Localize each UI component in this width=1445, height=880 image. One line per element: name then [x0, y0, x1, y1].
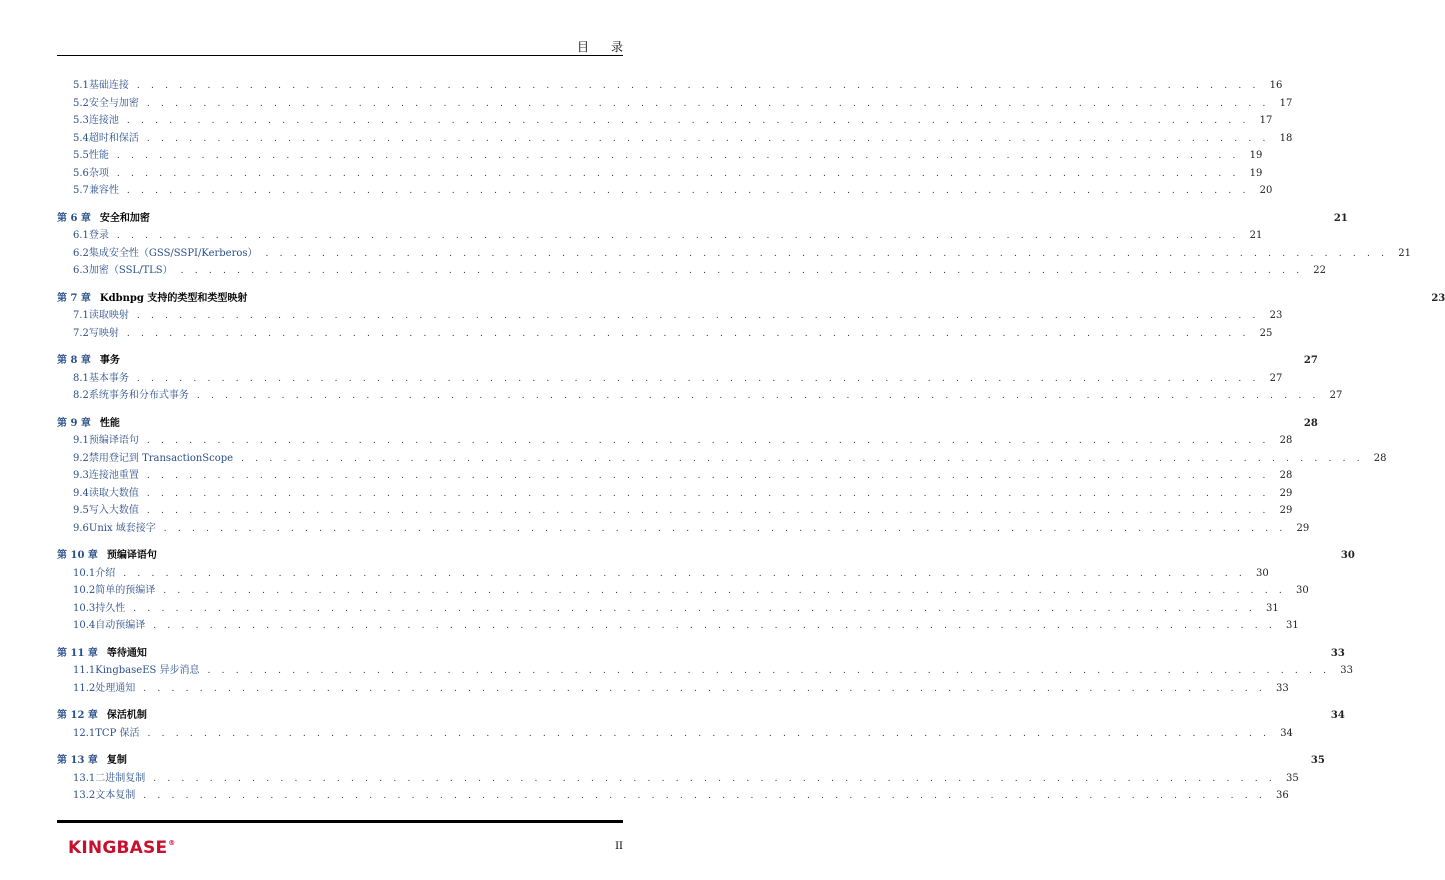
toc-entry-page[interactable]: 20 [1259, 185, 1273, 196]
toc-entry-title[interactable]: 事务 [99, 355, 120, 366]
toc-entry-title[interactable]: 集成安全性（GSS/SSPI/Kerberos） [88, 247, 258, 259]
toc-entry-number: 5.6 [73, 167, 89, 179]
toc-dot-leader: . . . . . . . . . . . . . . . . . . . . . . . . . . . . . . . . . . . . . . . . . . . . . . . . . . . . . . . . . . . . . . . . . . . . . . . . . . . . . . . . [136, 81, 1260, 91]
toc-dot-leader: . . . . . . . . . . . . . . . . . . . . . . . . . . . . . . . . . . . . . . . . . . . . . . . . . . . . . . . . . . . . . . . . . . . . . . . . . . . . . . . . [241, 453, 1364, 464]
toc-section-entry[interactable] [57, 307, 1283, 325]
toc-entry-page[interactable]: 17 [1279, 97, 1293, 109]
toc-entry-page[interactable]: 33 [1340, 665, 1353, 676]
toc-entry-title[interactable]: KingbaseES 异步消息 [95, 665, 200, 676]
footer-rule [57, 820, 623, 823]
toc-chapter-entry[interactable] [57, 547, 1355, 565]
toc-entry-title[interactable]: 系统事务和分布式事务 [88, 390, 189, 401]
toc-entry-title[interactable]: 处理通知 [95, 682, 136, 694]
toc-entry-page[interactable]: 27 [1329, 390, 1343, 401]
toc-dot-leader: . . . . . . . . . . . . . . . . . . . . . . . . . . . . . . . . . . . . . . . . . . . . . . . . . . . . . . . . . . . . . . . . . . . . . . . . . . . . . . . . [126, 328, 1250, 339]
toc-dot-leader: . . . . . . . . . . . . . . . . . . . . . . . . . . . . . . . . . . . . . . . . . . . . . . . . . . . . . . . . . . . . . . . . . . . . . . . . . . . . . . . . [123, 568, 1246, 579]
toc-entry-page[interactable]: 19 [1249, 167, 1263, 179]
toc-entry-number: 第 6 章 [57, 212, 91, 224]
toc-section-entry[interactable] [57, 565, 1269, 583]
toc-entry-title[interactable]: 性能 [99, 417, 120, 429]
toc-entry-page[interactable]: 28 [1303, 417, 1318, 429]
toc-entry-number: 9.2 [73, 452, 89, 464]
toc-entry-title[interactable]: 写入大数值 [88, 505, 139, 516]
toc-entry-number: 5.4 [73, 132, 89, 144]
toc-entry-page[interactable]: 22 [1313, 265, 1327, 276]
toc-chapter-entry[interactable] [57, 645, 1345, 663]
toc-entry-title[interactable]: 简单的预编译 [95, 585, 156, 596]
toc-entry-page[interactable]: 34 [1280, 727, 1293, 739]
toc-dot-leader: . . . . . . . . . . . . . . . . . . . . . . . . . . . . . . . . . . . . . . . . . . . . . . . . . . . . . . . . . . . . . . . . . . . . . . . . . . . . . . . . [153, 773, 1276, 784]
logo-text: KINGBASE [68, 838, 168, 858]
toc-entry-page[interactable]: 21 [1249, 230, 1263, 241]
toc-entry-number: 5.2 [73, 97, 89, 109]
toc-section-entry[interactable] [57, 467, 1293, 485]
toc-entry-page[interactable]: 19 [1249, 150, 1263, 161]
page-number: II [615, 841, 623, 852]
toc-entry-title[interactable]: 性能 [88, 150, 109, 161]
toc-section-entry[interactable] [57, 787, 1289, 805]
toc-dot-leader: . . . . . . . . . . . . . . . . . . . . . . . . . . . . . . . . . . . . . . . . . . . . . . . . . . . . . . . . . . . . . . . . . . . . . . . . . . . . . . . . [153, 621, 1276, 631]
toc-entry-number: 9.6 [73, 522, 89, 534]
toc-entry-number: 6.3 [73, 265, 89, 276]
toc-dot-leader: . . . . . . . . . . . . . . . . . . . . . . . . . . . . . . . . . . . . . . . . . . . . . . . . . . . . . . . . . . . . . . . . . . . . . . . . . . . . . . . . [116, 231, 1240, 241]
toc-section-entry[interactable] [57, 95, 1293, 113]
table-of-contents [57, 77, 1445, 805]
toc-entry-number: 8.2 [73, 390, 89, 401]
toc-entry-title[interactable]: 预编译语句 [106, 550, 157, 561]
toc-entry-page[interactable]: 35 [1285, 772, 1299, 784]
toc-section-entry[interactable] [57, 147, 1263, 165]
toc-entry-title[interactable]: 文本复制 [95, 790, 136, 801]
toc-entry-page[interactable]: 27 [1269, 372, 1283, 384]
toc-entry-page[interactable]: 28 [1279, 435, 1293, 446]
toc-entry-number: 5.3 [73, 115, 89, 126]
toc-entry-number: 12.1 [73, 727, 96, 739]
toc-dot-leader: . . . . . . . . . . . . . . . . . . . . . . . . . . . . . . . . . . . . . . . . . . . . . . . . . . . . . . . . . . . . . . . . . . . . . . . . . . . . . . . . [143, 683, 1266, 694]
toc-entry-title[interactable]: 连接池 [88, 115, 119, 126]
toc-entry-number: 7.1 [73, 310, 89, 321]
toc-dot-leader: . . . . . . . . . . . . . . . . . . . . . . . . . . . . . . . . . . . . . . . . . . . . . . . . . . . . . . . . . . . . . . . . . . . . . . . . . . . . . . . . [146, 506, 1270, 516]
toc-section-entry[interactable] [57, 432, 1293, 450]
toc-entry-number: 第 10 章 [57, 550, 98, 561]
toc-entry-number: 9.5 [73, 505, 89, 516]
toc-section-entry[interactable] [57, 262, 1327, 280]
toc-section-entry[interactable] [57, 770, 1299, 788]
toc-entry-title[interactable]: 安全与加密 [88, 97, 139, 109]
toc-entry-number: 5.1 [73, 80, 89, 91]
toc-entry-page[interactable]: 21 [1398, 247, 1411, 259]
toc-dot-leader: . . . . . . . . . . . . . . . . . . . . . . . . . . . . . . . . . . . . . . . . . . . . . . . . . . . . . . . . . . . . . . . . . . . . . . . . . . . . . . . . [163, 523, 1287, 534]
toc-entry-number: 13.2 [73, 790, 96, 801]
toc-section-entry[interactable] [57, 680, 1289, 698]
toc-dot-leader: . . . . . . . . . . . . . . . . . . . . . . . . . . . . . . . . . . . . . . . . . . . . . . . . . . . . . . . . . . . . . . . . . . . . . . . . . . . . . . . . [126, 116, 1250, 126]
toc-dot-leader: . . . . . . . . . . . . . . . . . . . . . . . . . . . . . . . . . . . . . . . . . . . . . . . . . . . . . . . . . . . . . . . . . . . . . . . . . . . . . . . . [116, 168, 1240, 179]
toc-entry-page[interactable]: 17 [1259, 115, 1273, 126]
toc-dot-leader: . . . . . . . . . . . . . . . . . . . . . . . . . . . . . . . . . . . . . . . . . . . . . . . . . . . . . . . . . . . . . . . . . . . . . . . . . . . . . . . . [143, 791, 1266, 801]
toc-chapter-entry[interactable] [57, 210, 1348, 228]
toc-entry-title[interactable]: 保活机制 [106, 710, 147, 721]
toc-entry-number: 第 11 章 [57, 647, 98, 659]
toc-dot-leader: . . . . . . . . . . . . . . . . . . . . . . . . . . . . . . . . . . . . . . . . . . . . . . . . . . . . . . . . . . . . . . . . . . . . . . . . . . . . . . . . [207, 666, 1331, 676]
toc-entry-title[interactable]: 读取映射 [88, 310, 129, 321]
toc-dot-leader: . . . . . . . . . . . . . . . . . . . . . . . . . . . . . . . . . . . . . . . . . . . . . . . . . . . . . . . . . . . . . . . . . . . . . . . . . . . . . . . . [196, 391, 1320, 401]
toc-dot-leader: . . . . . . . . . . . . . . . . . . . . . . . . . . . . . . . . . . . . . . . . . . . . . . . . . . . . . . . . . . . . . . . . . . . . . . . . . . . . . . . . [265, 248, 1389, 259]
toc-entry-page[interactable]: 30 [1295, 585, 1309, 596]
page-header-title: 目录 [576, 40, 645, 54]
toc-chapter-entry[interactable] [57, 752, 1325, 770]
toc-chapter-entry[interactable] [57, 352, 1318, 370]
toc-entry-title[interactable]: Unix 域套接字 [88, 522, 156, 534]
toc-dot-leader: . . . . . . . . . . . . . . . . . . . . . . . . . . . . . . . . . . . . . . . . . . . . . . . . . . . . . . . . . . . . . . . . . . . . . . . . . . . . . . . . [180, 266, 1304, 276]
toc-entry-page[interactable]: 31 [1265, 602, 1279, 614]
toc-section-entry[interactable] [57, 600, 1279, 618]
toc-section-entry[interactable] [57, 725, 1293, 743]
toc-entry-title[interactable]: 复制 [106, 755, 127, 766]
toc-entry-title[interactable]: 超时和保活 [88, 132, 139, 144]
toc-entry-number: 9.4 [73, 487, 89, 499]
toc-entry-title[interactable]: 二进制复制 [95, 772, 146, 784]
registered-mark-icon: ® [168, 839, 176, 847]
toc-entry-page[interactable]: 30 [1340, 550, 1355, 561]
toc-entry-number: 6.2 [73, 247, 89, 259]
toc-entry-title[interactable]: 安全和加密 [99, 212, 150, 224]
toc-section-entry[interactable] [57, 245, 1411, 263]
toc-entry-title[interactable]: 加密（SSL/TLS） [88, 265, 173, 276]
kingbase-logo [68, 838, 175, 858]
toc-section-entry[interactable] [57, 227, 1263, 245]
toc-dot-leader: . . . . . . . . . . . . . . . . . . . . . . . . . . . . . . . . . . . . . . . . . . . . . . . . . . . . . . . . . . . . . . . . . . . . . . . . . . . . . . . . [146, 133, 1270, 144]
toc-section-entry[interactable] [57, 130, 1293, 148]
toc-entry-number: 9.3 [73, 470, 89, 481]
toc-entry-page[interactable]: 29 [1279, 505, 1293, 516]
toc-dot-leader: . . . . . . . . . . . . . . . . . . . . . . . . . . . . . . . . . . . . . . . . . . . . . . . . . . . . . . . . . . . . . . . . . . . . . . . . . . . . . . . . [133, 603, 1256, 614]
toc-dot-leader: . . . . . . . . . . . . . . . . . . . . . . . . . . . . . . . . . . . . . . . . . . . . . . . . . . . . . . . . . . . . . . . . . . . . . . . . . . . . . . . . [136, 311, 1260, 321]
toc-section-entry[interactable] [57, 112, 1273, 130]
toc-entry-number: 10.1 [73, 567, 96, 579]
toc-entry-number: 13.1 [73, 772, 96, 784]
toc-dot-leader: . . . . . . . . . . . . . . . . . . . . . . . . . . . . . . . . . . . . . . . . . . . . . . . . . . . . . . . . . . . . . . . . . . . . . . . . . . . . . . . . [136, 373, 1260, 384]
toc-entry-page[interactable]: 31 [1285, 620, 1299, 631]
toc-entry-page[interactable]: 30 [1255, 567, 1269, 579]
toc-entry-title[interactable]: 等待通知 [106, 647, 147, 659]
toc-dot-leader: . . . . . . . . . . . . . . . . . . . . . . . . . . . . . . . . . . . . . . . . . . . . . . . . . . . . . . . . . . . . . . . . . . . . . . . . . . . . . . . . [146, 436, 1270, 446]
toc-entry-number: 第 7 章 [57, 292, 91, 304]
toc-entry-number: 11.1 [73, 665, 96, 676]
toc-entry-page[interactable]: 16 [1269, 80, 1283, 91]
toc-dot-leader: . . . . . . . . . . . . . . . . . . . . . . . . . . . . . . . . . . . . . . . . . . . . . . . . . . . . . . . . . . . . . . . . . . . . . . . . . . . . . . . . [163, 586, 1286, 596]
toc-entry-page[interactable]: 29 [1279, 487, 1293, 499]
toc-entry-number: 第 12 章 [57, 710, 98, 721]
toc-chapter-entry[interactable] [57, 707, 1345, 725]
toc-dot-leader: . . . . . . . . . . . . . . . . . . . . . . . . . . . . . . . . . . . . . . . . . . . . . . . . . . . . . . . . . . . . . . . . . . . . . . . . . . . . . . . . [126, 186, 1250, 196]
toc-entry-title[interactable]: 持久性 [95, 602, 126, 614]
toc-entry-page[interactable]: 34 [1330, 710, 1345, 721]
toc-entry-title[interactable]: 兼容性 [88, 185, 119, 196]
toc-section-entry[interactable] [57, 617, 1299, 635]
toc-section-entry[interactable] [57, 502, 1293, 520]
toc-entry-page[interactable]: 36 [1275, 790, 1289, 801]
toc-entry-page[interactable]: 28 [1279, 470, 1293, 481]
toc-dot-leader: . . . . . . . . . . . . . . . . . . . . . . . . . . . . . . . . . . . . . . . . . . . . . . . . . . . . . . . . . . . . . . . . . . . . . . . . . . . . . . . . [147, 728, 1271, 739]
toc-entry-title[interactable]: 登录 [88, 230, 109, 241]
toc-entry-number: 10.4 [73, 620, 96, 631]
toc-section-entry[interactable] [57, 662, 1353, 680]
toc-entry-title[interactable]: 连接池重置 [88, 470, 139, 481]
toc-entry-page[interactable]: 33 [1330, 647, 1345, 659]
toc-section-entry[interactable] [57, 582, 1309, 600]
toc-entry-title[interactable]: 自动预编译 [95, 620, 146, 631]
toc-dot-leader: . . . . . . . . . . . . . . . . . . . . . . . . . . . . . . . . . . . . . . . . . . . . . . . . . . . . . . . . . . . . . . . . . . . . . . . . . . . . . . . . [146, 471, 1270, 481]
toc-entry-page[interactable]: 33 [1275, 682, 1289, 694]
toc-entry-title[interactable]: 禁用登记到 TransactionScope [88, 452, 234, 464]
toc-section-entry[interactable] [57, 370, 1283, 388]
toc-section-entry[interactable] [57, 325, 1273, 343]
toc-entry-number: 第 13 章 [57, 755, 98, 766]
toc-entry-title[interactable]: 基本事务 [88, 372, 129, 384]
toc-entry-page[interactable]: 23 [1269, 310, 1283, 321]
toc-entry-page[interactable]: 18 [1279, 132, 1293, 144]
header-rule [57, 55, 623, 56]
toc-entry-number: 10.2 [73, 585, 96, 596]
toc-entry-page[interactable]: 27 [1303, 355, 1318, 366]
toc-entry-title[interactable]: 预编译语句 [88, 435, 139, 446]
toc-section-entry[interactable] [57, 485, 1293, 503]
toc-entry-title[interactable]: 读取大数值 [88, 487, 139, 499]
toc-entry-title[interactable]: Kdbnpg 支持的类型和类型映射 [99, 292, 248, 304]
toc-entry-number: 5.7 [73, 185, 89, 196]
toc-entry-page[interactable]: 29 [1296, 522, 1310, 534]
toc-entry-number: 第 8 章 [57, 355, 91, 366]
toc-section-entry[interactable] [57, 520, 1310, 538]
toc-entry-title[interactable]: 基础连接 [88, 80, 129, 91]
toc-chapter-entry[interactable] [57, 290, 1445, 308]
toc-section-entry[interactable] [57, 77, 1283, 95]
toc-dot-leader: . . . . . . . . . . . . . . . . . . . . . . . . . . . . . . . . . . . . . . . . . . . . . . . . . . . . . . . . . . . . . . . . . . . . . . . . . . . . . . . . [146, 488, 1270, 499]
toc-entry-page[interactable]: 25 [1259, 327, 1273, 339]
toc-dot-leader: . . . . . . . . . . . . . . . . . . . . . . . . . . . . . . . . . . . . . . . . . . . . . . . . . . . . . . . . . . . . . . . . . . . . . . . . . . . . . . . . [146, 98, 1270, 109]
toc-entry-number: 10.3 [73, 602, 96, 614]
toc-entry-number: 第 9 章 [57, 417, 91, 429]
toc-section-entry[interactable] [57, 387, 1343, 405]
toc-section-entry[interactable] [57, 182, 1273, 200]
toc-entry-number: 11.2 [73, 682, 96, 694]
toc-entry-number: 9.1 [73, 435, 89, 446]
toc-chapter-entry[interactable] [57, 415, 1318, 433]
toc-section-entry[interactable] [57, 165, 1263, 183]
toc-entry-page[interactable]: 23 [1431, 292, 1445, 304]
toc-entry-page[interactable]: 35 [1310, 755, 1325, 766]
toc-entry-page[interactable]: 21 [1333, 212, 1348, 224]
toc-entry-title[interactable]: TCP 保活 [95, 727, 140, 739]
toc-entry-title[interactable]: 杂项 [88, 167, 109, 179]
toc-entry-number: 7.2 [73, 327, 89, 339]
toc-entry-number: 5.5 [73, 150, 89, 161]
toc-entry-page[interactable]: 28 [1373, 452, 1387, 464]
toc-entry-number: 6.1 [73, 230, 89, 241]
toc-entry-number: 8.1 [73, 372, 89, 384]
toc-entry-title[interactable]: 介绍 [95, 567, 116, 579]
toc-entry-title[interactable]: 写映射 [88, 327, 119, 339]
toc-section-entry[interactable] [57, 450, 1387, 468]
toc-dot-leader: . . . . . . . . . . . . . . . . . . . . . . . . . . . . . . . . . . . . . . . . . . . . . . . . . . . . . . . . . . . . . . . . . . . . . . . . . . . . . . . . [116, 151, 1240, 161]
